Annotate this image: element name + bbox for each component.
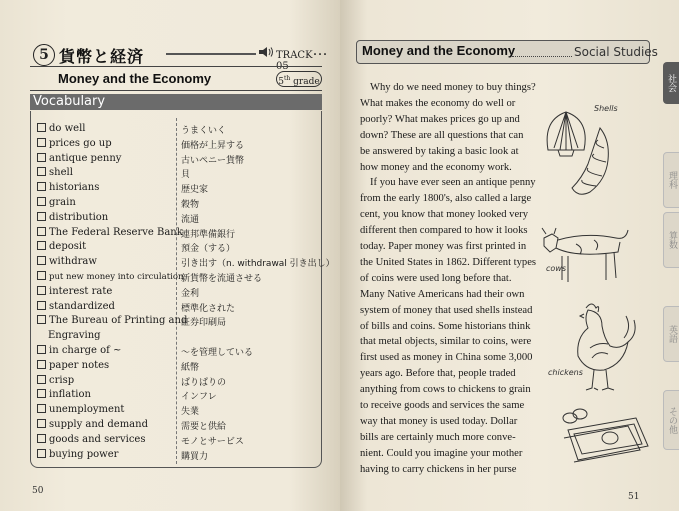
vocab-english-text: in charge of ~ [49, 345, 122, 356]
vocab-english [37, 241, 86, 252]
checkbox[interactable] [37, 286, 46, 295]
checkbox[interactable] [37, 182, 46, 191]
vocab-japanese: 証券印刷局 [181, 318, 227, 329]
body-line: to receive goods and services the same [360, 400, 525, 411]
body-line: the United States in 1862. Different types [360, 256, 537, 268]
vocab-english [37, 182, 99, 193]
body-line: that metal objects, similar to coins, were [360, 336, 532, 348]
vocab-english-text: historians [49, 182, 100, 194]
vocab-english [37, 419, 148, 430]
vocab-english [48, 330, 101, 341]
checkbox[interactable] [37, 138, 46, 147]
vocab-english-text: withdraw [49, 256, 97, 268]
body-line: What makes the economy do well or [360, 97, 516, 109]
vocab-row [0, 419, 340, 433]
header-rule [30, 66, 322, 67]
grade-suffix: th [284, 75, 291, 82]
side-tab[interactable]: 英語 [663, 306, 679, 362]
body-line: of coins were used long before that. [360, 272, 512, 284]
body-line: anything from cows to chickens to grain [360, 384, 531, 396]
checkbox[interactable] [37, 345, 46, 354]
vocab-row [0, 449, 340, 463]
vocab-japanese: 紙幣 [181, 362, 200, 373]
vocab-row [0, 167, 340, 181]
vocab-row [0, 138, 340, 152]
body-line: cent, you know that money looked very [360, 209, 528, 221]
body-line: years ago. Before that, people traded [360, 368, 516, 380]
grade-badge [276, 71, 322, 87]
vocab-row [0, 241, 340, 255]
chickens-label: chickens [548, 368, 583, 377]
cows-label: cows [546, 264, 567, 273]
vocab-english [37, 256, 97, 267]
unit-number: 5 [33, 44, 55, 66]
vocab-japanese: うまくいく [181, 126, 227, 136]
cow-illustration [536, 218, 636, 298]
side-tab[interactable]: 社会 [663, 62, 679, 104]
vocab-english-text: goods and services [49, 433, 146, 445]
vocab-japanese: ～を管理している [181, 348, 254, 358]
leader-dots [512, 56, 572, 57]
vocab-japanese: モノとサービス [181, 436, 244, 447]
checkbox[interactable] [37, 301, 46, 310]
vocab-japanese: 連邦準備銀行 [181, 229, 236, 240]
vocab-english-text: deposit [49, 241, 87, 253]
vocab-english [37, 375, 74, 386]
vocab-row [0, 153, 340, 167]
body-line: of bills and coins. Some historians think [360, 320, 531, 332]
grade-number: 5 [278, 77, 285, 87]
vocab-row [0, 345, 340, 359]
vocab-english [37, 123, 85, 134]
vocab-english-text: Engraving [48, 330, 101, 342]
checkbox[interactable] [37, 256, 46, 265]
body-line: If you have ever seen an antique penny [370, 177, 536, 189]
body-line: different then compared to how it looks [360, 225, 528, 237]
vocab-english [37, 301, 115, 312]
page-number-left: 50 [32, 486, 44, 496]
lesson-title: Money and the Economy [58, 71, 212, 86]
vocab-english-text: The Bureau of Printing and [49, 315, 188, 327]
body-line: having to carry chickens in her purse [360, 463, 517, 475]
vocab-english-text: antique penny [49, 152, 122, 164]
vocab-english [37, 271, 183, 282]
vocab-japanese: インフレ [181, 392, 217, 403]
shells-label: Shells [594, 104, 618, 113]
body-line: be answered by taking a basic look at [360, 145, 519, 157]
body-line: today. Paper money was first printed in [360, 241, 527, 252]
vocab-english [37, 389, 91, 400]
vocab-japanese: 預金（する） [181, 244, 236, 255]
vocab-row [0, 330, 340, 344]
body-line: way that money is used today. Dollar [360, 415, 518, 427]
body-line: first used as money in China some 3,000 [360, 352, 533, 364]
vocab-row [0, 434, 340, 448]
vocab-english-text: buying power [49, 448, 119, 460]
checkbox[interactable] [37, 449, 46, 458]
body-line: nient. Could you imagine your mother [360, 447, 523, 459]
vocab-english-text: crisp [49, 374, 75, 386]
vocab-japanese: 購買力 [181, 451, 209, 462]
checkbox[interactable] [37, 197, 46, 206]
body-line: system of money that used shells instead [360, 304, 533, 316]
vocab-row [0, 301, 340, 315]
side-tab[interactable]: その他 [663, 390, 679, 450]
body-line: how money and the economy work. [360, 161, 512, 173]
grade-word: grade [293, 77, 320, 87]
vocab-japanese: 流通 [181, 214, 200, 225]
vocab-english-text: supply and demand [49, 419, 148, 430]
vocab-japanese: 穀物 [181, 200, 200, 210]
vocab-row [0, 315, 340, 329]
vocab-japanese: ぱりぱりの [181, 377, 227, 388]
checkbox[interactable] [37, 434, 46, 443]
vocab-english-text: unemployment [49, 404, 125, 416]
vocab-row [0, 271, 340, 285]
vocab-english-text: inflation [49, 389, 91, 401]
vocab-row [0, 256, 340, 270]
shells-illustration [538, 100, 648, 210]
vocab-english [37, 434, 145, 445]
checkbox[interactable] [37, 404, 46, 413]
vocab-row [0, 389, 340, 403]
body-line: Why do we need money to buy things? [370, 82, 536, 93]
vocab-english-text: paper notes [49, 359, 110, 371]
scallop-shell-icon [547, 112, 585, 156]
money-illustration [558, 404, 652, 464]
vocab-english-text: grain [49, 197, 76, 208]
side-tab[interactable]: 理科 [663, 152, 679, 208]
vocab-english [37, 360, 109, 371]
vocab-english [37, 212, 108, 223]
side-tab[interactable]: 算数 [663, 212, 679, 268]
vocab-japanese: 金利 [181, 288, 200, 299]
body-line: Many Native Americans had their own [360, 288, 525, 300]
vocab-english [37, 449, 118, 460]
vocab-english [37, 345, 121, 356]
checkbox[interactable] [37, 153, 46, 162]
vocab-row [0, 286, 340, 300]
unit-title: 貨幣と経済 [59, 47, 145, 66]
vocab-row [0, 197, 340, 211]
checkbox[interactable] [37, 123, 46, 132]
track-label: TRACK･･･ [276, 50, 328, 61]
vocab-japanese: 貝 [181, 170, 191, 181]
chicken-illustration [548, 298, 638, 394]
checkbox[interactable] [37, 241, 46, 250]
vocab-english [37, 404, 124, 415]
vocab-japanese: 需要と供給 [181, 422, 227, 432]
checkbox[interactable] [37, 315, 46, 324]
vocab-row [0, 227, 340, 241]
subject-label: Social Studies [574, 45, 658, 59]
page-number-right: 51 [628, 492, 640, 502]
vocab-row [0, 360, 340, 374]
vocab-japanese: 古いペニー貨幣 [181, 155, 245, 166]
vocab-english-text: prices go up [49, 137, 112, 149]
body-line: poorly? What makes prices go up and [360, 113, 520, 125]
vocab-english [37, 286, 112, 297]
conch-shell-icon [572, 128, 608, 194]
body-line: down? These are all questions that can [360, 129, 524, 141]
vocab-english-text: do well [49, 123, 86, 134]
vocab-english [37, 153, 121, 164]
body-line: bills are certainly much more conve- [360, 431, 516, 443]
vocab-english [37, 138, 112, 149]
section-title: Money and the Economy [362, 43, 516, 58]
vocab-english-text: distribution [49, 211, 109, 223]
speaker-icon[interactable] [258, 46, 274, 58]
vocab-english [37, 167, 73, 178]
vocab-japanese: 新貨幣を流通させる [181, 274, 263, 284]
checkbox[interactable] [37, 167, 46, 176]
vocabulary-heading: Vocabulary [33, 94, 106, 109]
title-rule [30, 90, 322, 91]
checkbox[interactable] [37, 389, 46, 398]
checkbox[interactable] [37, 375, 46, 384]
vocab-row [0, 375, 340, 389]
vocab-row [0, 123, 340, 137]
vocab-english-text: shell [49, 167, 73, 179]
vocab-row [0, 404, 340, 418]
checkbox[interactable] [37, 271, 46, 280]
vocab-japanese: 失業 [181, 407, 200, 418]
vocab-english-text: interest rate [49, 285, 113, 297]
vocab-japanese: 標準化された [181, 303, 236, 314]
checkbox[interactable] [37, 360, 46, 369]
vocab-english [37, 315, 187, 326]
vocab-japanese: 価格が上昇する [181, 140, 245, 151]
checkbox[interactable] [37, 212, 46, 221]
vocab-english-text: The Federal Reserve Bank [49, 226, 183, 238]
vocab-english [37, 197, 76, 208]
vocab-english [37, 227, 183, 238]
checkbox[interactable] [37, 227, 46, 236]
vocab-english-text: put new money into circulation [49, 272, 184, 282]
body-line: from the early 1800's, also called a large [360, 193, 532, 205]
track-bar [166, 53, 256, 55]
checkbox[interactable] [37, 419, 46, 428]
right-page [340, 0, 679, 511]
vocab-japanese: 歴史家 [181, 185, 209, 196]
vocab-row [0, 182, 340, 196]
vocab-row [0, 212, 340, 226]
vocab-japanese: 引き出す（n. withdrawal 引き出し） [181, 259, 335, 270]
vocab-english-text: standardized [49, 300, 115, 312]
